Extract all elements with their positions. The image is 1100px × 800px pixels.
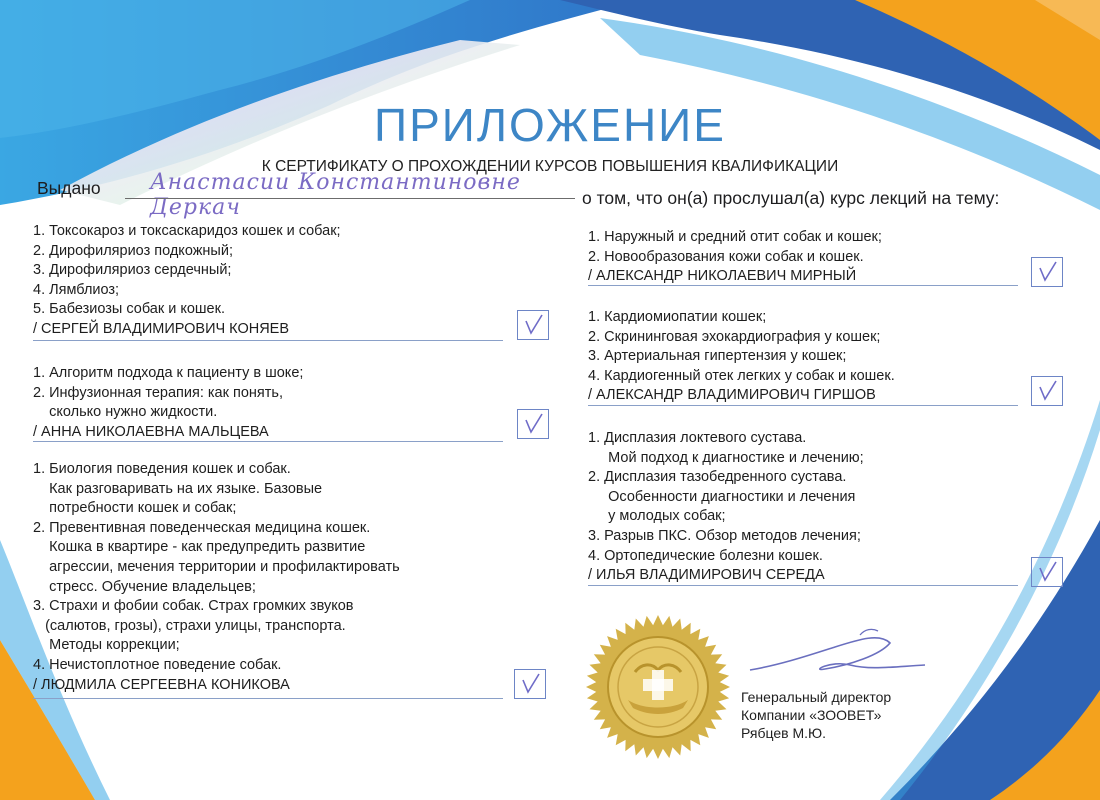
signatory-block	[741, 688, 891, 742]
course-item: Как разговаривать на их языке. Базовые	[33, 480, 323, 497]
course-item: 2. Превентивная поведенческая медицина кошек.	[33, 519, 371, 536]
course-item: сколько нужно жидкости.	[33, 404, 218, 421]
course-item: 3. Страхи и фобии собак. Страх громких звуков	[33, 598, 354, 615]
checkmark-icon	[1032, 377, 1062, 405]
course-item: Методы коррекции;	[33, 637, 180, 654]
checkbox-left-2	[517, 409, 549, 439]
course-item: 1. Дисплазия локтевого сустава.	[588, 430, 807, 446]
signatory-company: Компании «ЗООВЕТ»	[741, 707, 882, 723]
course-item: (салютов, грозы), страхи улицы, транспорта.	[33, 617, 346, 634]
course-item: 1. Алгоритм подхода к пациенту в шоке;	[33, 365, 304, 381]
course-item: Кошка в квартире - как предупредить развитие	[33, 539, 366, 556]
signatory-position: Генеральный директор	[741, 689, 892, 705]
course-item: 1. Кардиомиопатии кошек;	[588, 309, 767, 325]
signature	[740, 625, 940, 695]
course-block-left-1	[33, 222, 341, 340]
lecturer-underline	[33, 698, 503, 699]
lecturer-underline	[588, 405, 1018, 406]
course-item: 5. Бабезиозы собак и кошек.	[33, 301, 225, 318]
course-block-right-1	[588, 228, 882, 287]
checkbox-right-1	[1031, 257, 1063, 287]
gold-seal-icon	[583, 612, 733, 762]
course-item: 2. Инфузионная терапия: как понять,	[33, 384, 283, 401]
checkmark-icon	[1032, 258, 1062, 286]
document-subtitle: К СЕРТИФИКАТУ О ПРОХОЖДЕНИИ КУРСОВ ПОВЫШЕНИЯ КВАЛИФИКАЦИИ	[261, 158, 839, 175]
checkbox-left-1	[517, 310, 549, 340]
course-block-right-3	[588, 429, 864, 586]
lecturer-name: / АЛЕКСАНДР НИКОЛАЕВИЧ МИРНЫЙ	[588, 268, 857, 285]
course-item: Особенности диагностики и лечения	[588, 488, 856, 505]
course-item: 2. Скрининговая эхокардиография у кошек;	[588, 328, 881, 345]
checkmark-icon	[518, 311, 548, 339]
issued-label: Выдано	[37, 178, 101, 198]
course-item: 4. Ортопедические болезни кошек.	[588, 547, 823, 564]
course-item: Мой подход к диагностике и лечению;	[588, 449, 864, 466]
recipient-name-line	[125, 198, 575, 199]
course-item: 1. Наружный и средний отит собак и кошек;	[588, 229, 882, 245]
checkbox-right-2	[1031, 376, 1063, 406]
course-block-left-2	[33, 364, 303, 442]
course-item: 2. Дирофиляриоз подкожный;	[33, 242, 233, 259]
lecturer-name: / ЛЮДМИЛА СЕРГЕЕВНА КОНИКОВА	[33, 676, 290, 693]
checkbox-left-3	[514, 669, 546, 699]
lecturer-underline	[588, 285, 1018, 286]
course-item: 1. Токсокароз и токсаскаридоз кошек и собак;	[33, 223, 341, 239]
document-title: ПРИЛОЖЕНИЕ	[374, 99, 726, 151]
course-item: потребности кошек и собак;	[33, 500, 237, 517]
checkmark-icon	[518, 410, 548, 438]
recipient-name-handwritten: Анастасии Константиновне Деркач	[150, 170, 521, 220]
course-block-left-3	[33, 460, 400, 695]
course-item: 2. Дисплазия тазобедренного сустава.	[588, 469, 847, 486]
course-item: 3. Дирофиляриоз сердечный;	[33, 262, 232, 279]
course-item: у молодых собак;	[588, 508, 726, 525]
course-block-right-2	[588, 308, 895, 406]
course-item: 4. Кардиогенный отек легких у собак и кошек.	[588, 367, 895, 384]
course-item: 1. Биология поведения кошек и собак.	[33, 461, 291, 477]
checkmark-icon	[1032, 558, 1062, 586]
course-item: 2. Новообразования кожи собак и кошек.	[588, 248, 864, 265]
checkmark-icon	[515, 670, 545, 698]
course-item: 4. Лямблиоз;	[33, 281, 120, 298]
course-item: 4. Нечистоплотное поведение собак.	[33, 656, 282, 673]
lecturer-name: / СЕРГЕЙ ВЛАДИМИРОВИЧ КОНЯЕВ	[33, 320, 290, 337]
course-item: 3. Артериальная гипертензия у кошек;	[588, 348, 847, 365]
signatory-name: Рябцев М.Ю.	[741, 725, 827, 741]
lecturer-underline	[33, 340, 503, 341]
lecturer-underline	[33, 441, 503, 442]
lecturer-underline	[588, 585, 1018, 586]
course-item: 3. Разрыв ПКС. Обзор методов лечения;	[588, 527, 861, 544]
lecturer-name: / АЛЕКСАНДР ВЛАДИМИРОВИЧ ГИРШОВ	[588, 387, 876, 404]
issued-statement: о том, что он(а) прослушал(а) курс лекций на тему:	[582, 188, 1000, 208]
course-item: стресс. Обучение владельцев;	[33, 578, 256, 595]
course-item: агрессии, мечения территории и профилактировать	[33, 558, 400, 575]
lecturer-name: / ИЛЬЯ ВЛАДИМИРОВИЧ СЕРЕДА	[588, 567, 825, 584]
checkbox-right-3	[1031, 557, 1063, 587]
lecturer-name: / АННА НИКОЛАЕВНА МАЛЬЦЕВА	[33, 423, 269, 440]
